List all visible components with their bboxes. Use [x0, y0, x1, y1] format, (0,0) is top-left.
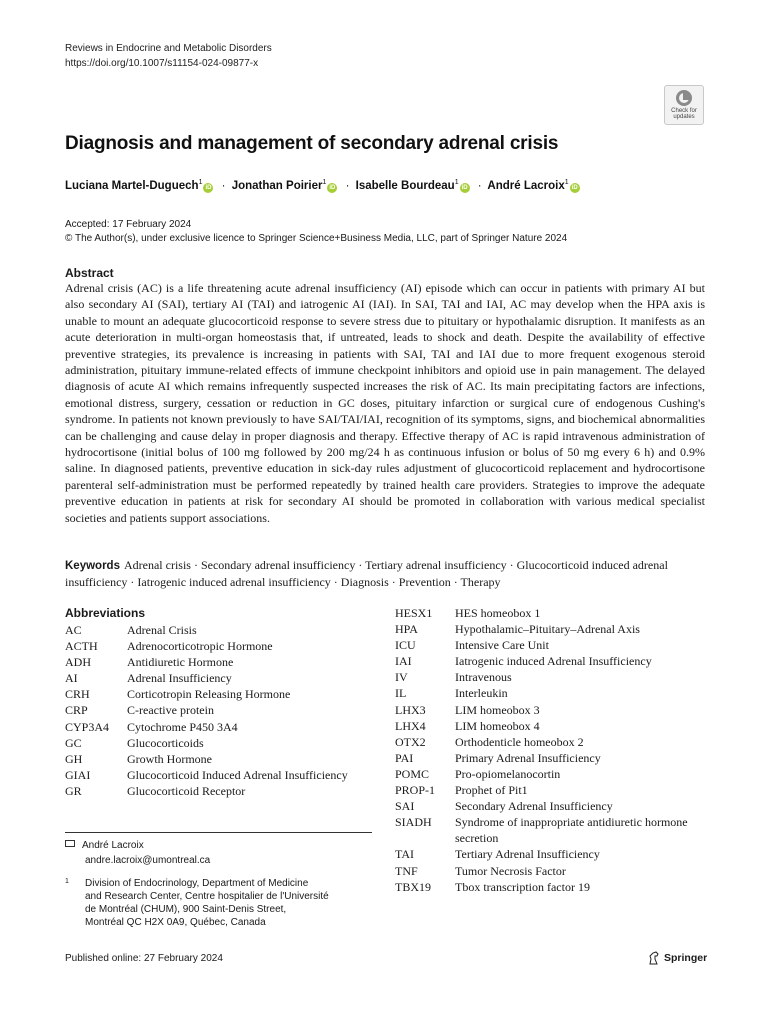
affiliation-line: Montréal QC H2X 0A9, Québec, Canada: [85, 917, 266, 928]
abbreviation-definition: Glucocorticoid Induced Adrenal Insufficiency: [127, 767, 348, 782]
author-name[interactable]: André Lacroix: [487, 179, 565, 192]
abbreviation-term: IL: [395, 686, 407, 701]
journal-name: Reviews in Endocrine and Metabolic Disorders: [65, 43, 272, 54]
abbreviation-row: [65, 735, 385, 751]
abbreviation-definition: LIM homeobox 4: [455, 718, 540, 733]
abbreviation-definition: Cytochrome P450 3A4: [127, 719, 238, 734]
abbreviation-row: [65, 638, 385, 654]
abbreviation-term: TAI: [395, 847, 415, 862]
abbreviation-term: HESX1: [395, 606, 433, 620]
orcid-icon[interactable]: iD: [461, 184, 468, 191]
affiliation-line: and Research Center, Centre hospitalier de l'Université: [85, 891, 329, 902]
abbreviation-definition: Primary Adrenal Insufficiency: [455, 750, 601, 765]
corresponding-author: André Lacroix: [82, 840, 144, 851]
abbreviation-term: GR: [65, 783, 82, 798]
published-date: Published online: 27 February 2024: [65, 953, 223, 964]
check-for-updates-badge[interactable]: [664, 85, 704, 125]
affiliation-line: Division of Endocrinology, Department of Medicine: [85, 878, 309, 889]
abbreviation-term: SAI: [395, 799, 415, 814]
abbreviation-term: CRH: [65, 687, 90, 702]
abbreviation-term: PAI: [395, 750, 414, 765]
publisher-name: Springer: [664, 952, 708, 964]
affiliation: [65, 877, 329, 929]
abbreviation-term: AC: [65, 623, 82, 637]
check-updates-icon: [674, 88, 694, 108]
author-affiliation-mark: 1: [454, 179, 459, 186]
abbreviation-definition: Interleukin: [455, 686, 508, 701]
abbreviation-row: [395, 637, 715, 653]
abbreviation-row: [65, 767, 385, 783]
author-name[interactable]: Jonathan Poirier: [231, 179, 323, 192]
abbreviation-definition: HES homeobox 1: [455, 606, 541, 620]
abstract-text: Adrenal crisis (AC) is a life threatening acute adrenal insufficiency (AI) episode which can occur in patients with primary AI but also secondary AI (SAI), tertiary AI (TAI) and iatrogenic AI (IAI). In SAI, TAI and IAI, AC may develop when the HPA axis is unable to mount an adequate glucocorticoid response to severe stress due to pituitary or hypothalamic disruption. It manifests as an acute deterioration in multi-organ homeostasis that, if untreated, leads to shock and death. Despite the availability of effective preventive strategies, its prevalence is increasing in patients with SAI, TAI and IAI due to more frequent exogenous steroid administration, pituitary immune-related effects of immune checkpoint inhibitors and opioid use in pain management. The delayed diagnosis of acute AI which remains infrequently suspected increases the risk of AC. Its main precipitating factors are infections, emotional distress, surgery, cessation or reduction in GC doses, pituitary infarction or surgical cure of endogenous Cushing's syndrome. In patients not known previously to have SAI/TAI/IAI, recognition of its symptoms, signs, and biochemical abnormalities can be challenging and cause delay in proper diagnosis and therapy. Effective therapy of AC is rapid intravenous administration of hydrocortisone (initial bolus of 100 mg followed by 200 mg/24 h as continuous infusion or bolus of 50 mg every 6 h) and 0.9% saline. In diagnosed patients, preventive education in sick-day rules adjustment of glucocorticoid replacement and hydrocortisone parenteral self-administration must be performed repeatedly by trained health care providers. Strategies to improve the adequate preventive education in patients at risk for secondary AI should be promoted in collaboration with various medical specialist societies and patients support associations.: [65, 281, 705, 525]
abbreviation-definition: Iatrogenic induced Adrenal Insufficiency: [455, 654, 652, 669]
abbreviation-term: LHX3: [395, 702, 426, 717]
abbreviation-term: TNF: [395, 863, 418, 878]
abbreviation-row: [65, 670, 385, 686]
keywords: [65, 557, 705, 591]
abbreviation-term: GIAI: [65, 767, 91, 782]
abstract-heading: Abstract: [65, 266, 114, 280]
abbreviation-row: [65, 751, 385, 767]
abbreviation-term: TBX19: [395, 879, 431, 894]
abbreviation-row: [395, 846, 715, 862]
abbreviation-definition: C-reactive protein: [127, 703, 214, 718]
abbreviation-row: [395, 879, 715, 895]
abbreviation-definition: Corticotropin Releasing Hormone: [127, 687, 291, 702]
publisher-logo: [648, 951, 707, 965]
orcid-icon[interactable]: iD: [571, 184, 578, 191]
abbreviation-definition: Tbox transcription factor 19: [455, 879, 590, 894]
abbreviation-term: GH: [65, 751, 83, 766]
author-name[interactable]: Isabelle Bourdeau: [355, 179, 455, 192]
abbreviations-heading: Abbreviations: [65, 606, 146, 620]
affiliation-number: 1: [65, 878, 69, 885]
keywords-label: Keywords: [65, 560, 120, 572]
footnote-divider: [65, 832, 372, 833]
abbreviation-term: OTX2: [395, 734, 426, 749]
abbreviation-term: CYP3A4: [65, 719, 110, 734]
doi-link[interactable]: https://doi.org/10.1007/s11154-024-09877-x: [65, 58, 259, 69]
abbreviation-row: [395, 750, 715, 766]
abbreviation-row: [395, 621, 715, 637]
abbreviations-right-column: [395, 605, 715, 895]
article-title: Diagnosis and management of secondary adrenal crisis: [65, 133, 559, 154]
abbreviation-row: [395, 782, 715, 798]
author-separator: ·: [477, 179, 482, 192]
abbreviation-term: AI: [65, 671, 78, 686]
author-separator: ·: [221, 179, 226, 192]
abbreviation-term: PROP-1: [395, 783, 436, 798]
author-separator: ·: [345, 179, 350, 192]
abbreviation-row: [65, 783, 385, 799]
abbreviation-row: [395, 734, 715, 750]
abbreviation-term: IAI: [395, 654, 412, 669]
abbreviation-definition: Intensive Care Unit: [455, 638, 549, 653]
abbreviation-term: LHX4: [395, 718, 426, 733]
abbreviation-term: POMC: [395, 766, 430, 781]
abbreviation-definition: Orthodenticle homeobox 2: [455, 734, 584, 749]
abbreviation-row: [395, 718, 715, 734]
abbreviation-row: [395, 669, 715, 685]
abbreviation-row: [65, 654, 385, 670]
journal-header: [65, 41, 272, 71]
abbreviation-definition: Adrenal Insufficiency: [127, 671, 232, 686]
keywords-text: Adrenal crisis · Secondary adrenal insufficiency · Tertiary adrenal insufficiency · Glucocorticoid induced adrenal insufficiency · Iatrogenic induced adrenal insufficiency · Diagnosis · Prevention · Therapy: [65, 558, 668, 590]
abbreviation-definition: Tertiary Adrenal Insufficiency: [455, 847, 600, 862]
abbreviation-definition: Growth Hormone: [127, 751, 212, 766]
author-list: [65, 179, 582, 193]
orcid-icon[interactable]: iD: [205, 184, 212, 191]
abbreviation-term: ICU: [395, 638, 416, 653]
corresponding-email[interactable]: andre.lacroix@umontreal.ca: [85, 855, 211, 866]
abbreviation-row: [395, 702, 715, 718]
abbreviation-definition: Antidiuretic Hormone: [127, 655, 234, 670]
abbreviation-definition: Pro-opiomelanocortin: [455, 766, 561, 781]
abbreviation-row: [395, 863, 715, 879]
abbreviation-definition: Glucocorticoids: [127, 735, 204, 750]
abbreviation-term: CRP: [65, 703, 88, 718]
abbreviation-row: [65, 702, 385, 718]
abbreviation-term: GC: [65, 735, 82, 750]
abbreviation-row: [395, 766, 715, 782]
author-affiliation-mark: 1: [322, 179, 327, 186]
affiliation-line: de Montréal (CHUM), 900 Saint-Denis Street,: [85, 904, 287, 915]
author-name[interactable]: Luciana Martel-Duguech: [65, 179, 199, 192]
article-dates: [65, 218, 567, 245]
springer-horse-icon: [648, 951, 660, 965]
orcid-icon[interactable]: iD: [329, 184, 336, 191]
copyright-notice: © The Author(s), under exclusive licence to Springer Science+Business Media, LLC, part of Springer Nature 2024: [65, 232, 568, 244]
correspondence: [65, 838, 210, 868]
abbreviation-row: [395, 605, 715, 621]
abbreviation-term: HPA: [395, 622, 418, 637]
abbreviation-definition: Syndrome of inappropriate antidiuretic hormone secretion: [455, 815, 688, 846]
envelope-icon: [65, 840, 75, 847]
check-updates-line2: updates: [673, 114, 695, 120]
author-affiliation-mark: 1: [564, 179, 569, 186]
abbreviation-definition: LIM homeobox 3: [455, 702, 540, 717]
abbreviations-left-column: [65, 622, 385, 799]
abbreviation-definition: Adrenocorticotropic Hormone: [127, 639, 273, 654]
abbreviation-row: [65, 719, 385, 735]
check-updates-line1: Check for: [671, 108, 697, 114]
author-affiliation-mark: 1: [198, 179, 203, 186]
abbreviation-row: [65, 622, 385, 638]
abbreviation-definition: Tumor Necrosis Factor: [455, 863, 566, 878]
abbreviation-definition: Hypothalamic–Pituitary–Adrenal Axis: [455, 622, 640, 637]
abbreviation-term: ACTH: [65, 639, 98, 654]
abbreviation-row: [65, 686, 385, 702]
abbreviation-definition: Glucocorticoid Receptor: [127, 783, 246, 798]
abbreviation-row: [395, 685, 715, 701]
abbreviation-row: [395, 814, 715, 846]
abbreviation-definition: Secondary Adrenal Insufficiency: [455, 799, 613, 814]
accepted-date: Accepted: 17 February 2024: [65, 219, 192, 230]
abbreviation-row: [395, 798, 715, 814]
abbreviation-term: IV: [395, 670, 408, 685]
abbreviation-term: SIADH: [395, 815, 432, 830]
abbreviation-term: ADH: [65, 655, 91, 670]
abbreviation-definition: Adrenal Crisis: [127, 623, 197, 637]
abbreviation-definition: Prophet of Pit1: [455, 783, 528, 798]
abbreviation-definition: Intravenous: [455, 670, 512, 685]
abbreviation-row: [395, 653, 715, 669]
